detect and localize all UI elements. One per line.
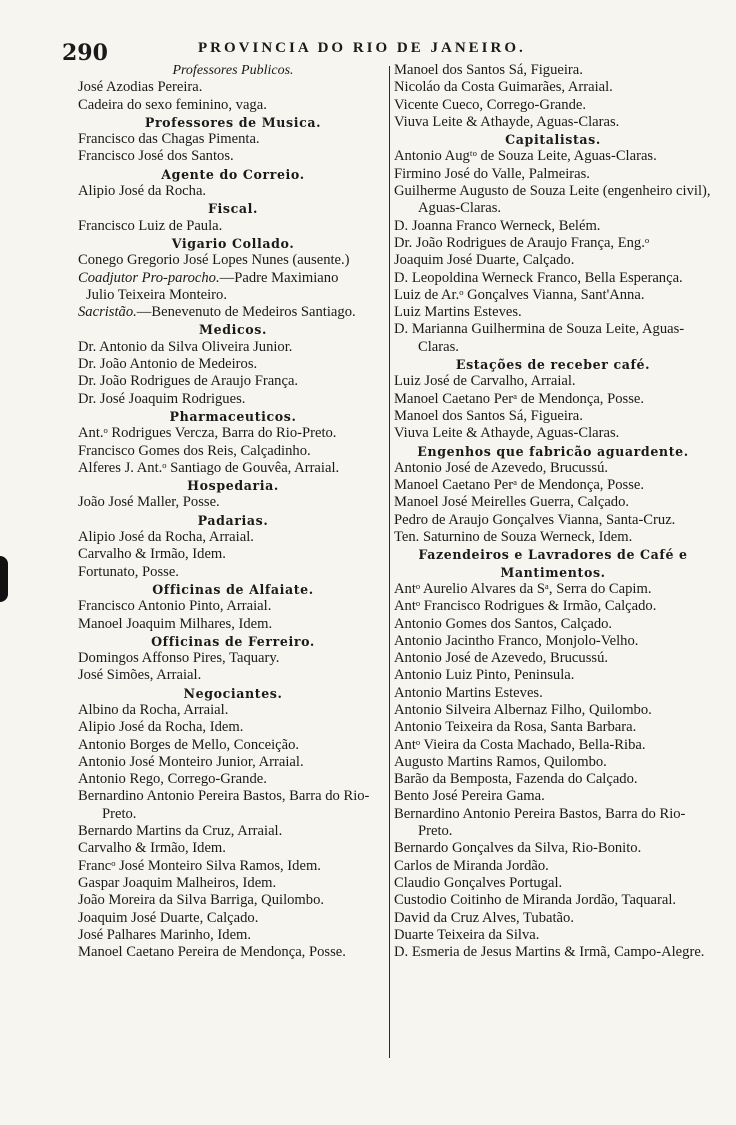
- right-column: [394, 62, 712, 961]
- directory-entry: Custodio Coitinho de Miranda Jordão, Taquaral.: [394, 892, 677, 909]
- section-heading: Officinas de Ferreiro.: [151, 633, 315, 649]
- directory-entry: Antᵒ Vieira da Costa Machado, Bella-Riba.: [394, 736, 646, 753]
- directory-entry: Guilherme Augusto de Souza Leite (engenheiro civil), Aguas-Claras.: [394, 183, 711, 217]
- directory-entry: Carvalho & Irmão, Idem.: [78, 840, 226, 857]
- directory-entry: Bernardo Martins da Cruz, Arraial.: [78, 823, 283, 840]
- directory-entry: Alipio José da Rocha.: [78, 183, 207, 200]
- directory-entry: Vicente Cueco, Corrego-Grande.: [394, 96, 587, 113]
- directory-entry: Antonio Teixeira da Rosa, Santa Barbara.: [394, 719, 637, 736]
- directory-entry: Antonio Jacintho Franco, Monjolo-Velho.: [394, 632, 639, 649]
- directory-entry: Augusto Martins Ramos, Quilombo.: [394, 753, 607, 770]
- section-heading: Engenhos que fabricão aguardente.: [417, 443, 689, 459]
- section-heading: Medicos.: [199, 322, 267, 338]
- directory-entry: Francisco Luiz de Paula.: [78, 217, 223, 234]
- directory-entry: David da Cruz Alves, Tubatão.: [394, 909, 574, 926]
- directory-entry: Domingos Affonso Pires, Taquary.: [78, 650, 280, 667]
- directory-entry: Bernardino Antonio Pereira Bastos, Barra do Rio-Preto.: [78, 788, 370, 822]
- section-heading: Professores de Musica.: [144, 114, 322, 130]
- directory-entry: Dr. João Rodrigues de Araujo França.: [78, 373, 299, 390]
- directory-entry: Antonio Gomes dos Santos, Calçado.: [394, 615, 613, 632]
- directory-entry: Antonio José de Azevedo, Brucussú.: [394, 650, 609, 667]
- directory-entry: Nicoláo da Costa Guimarães, Arraial.: [394, 79, 613, 96]
- directory-entry: Manoel Joaquim Milhares, Idem.: [78, 615, 273, 632]
- directory-entry: Antonio Borges de Mello, Conceição.: [78, 736, 300, 753]
- directory-entry: Claudio Gonçalves Portugal.: [394, 874, 563, 891]
- directory-entry: Luiz Martins Esteves.: [394, 304, 522, 321]
- column-divider: [389, 66, 390, 1058]
- directory-entry: Cadeira do sexo feminino, vaga.: [78, 96, 267, 113]
- directory-entry: Antonio Silveira Albernaz Filho, Quilombo.: [394, 701, 652, 718]
- directory-entry: Conego Gregorio José Lopes Nunes (ausente.): [78, 252, 350, 269]
- directory-entry: Francisco Antonio Pinto, Arraial.: [78, 598, 272, 615]
- directory-entry: D. Leopoldina Werneck Franco, Bella Esperança.: [394, 269, 683, 286]
- directory-entry: Alferes J. Ant.ᵒ Santiago de Gouvêa, Arraial.: [78, 459, 340, 476]
- directory-entry: D. Esmeria de Jesus Martins & Irmã, Campo-Alegre.: [394, 944, 705, 961]
- directory-entry: Francisco Gomes dos Reis, Calçadinho.: [78, 442, 311, 459]
- page-number: 290: [62, 40, 108, 66]
- directory-entry: Antonio Augᵗᵒ de Souza Leite, Aguas-Claras.: [394, 148, 657, 165]
- directory-entry: Dr. José Joaquim Rodrigues.: [78, 390, 246, 407]
- directory-entry: Antonio Luiz Pinto, Peninsula.: [394, 667, 575, 684]
- section-heading: Capitalistas.: [505, 132, 601, 148]
- directory-entry: Antᵒ Aurelio Alvares da Sᵃ, Serra do Capim.: [394, 580, 652, 597]
- left-column: [78, 62, 388, 961]
- directory-entry: José Simões, Arraial.: [78, 667, 202, 684]
- section-heading: Vigario Collado.: [171, 235, 295, 251]
- directory-entry: João José Maller, Posse.: [78, 494, 220, 511]
- section-heading: Negociantes.: [183, 685, 283, 701]
- directory-entry: Antᵒ Francisco Rodrigues & Irmão, Calçado.: [394, 598, 657, 615]
- binding-mark: [0, 556, 8, 602]
- directory-entry: Antonio José de Azevedo, Brucussú.: [394, 459, 609, 476]
- directory-entry: Carlos de Miranda Jordão.: [394, 857, 549, 874]
- section-heading: Estações de receber café.: [455, 357, 651, 373]
- entry-text: —Padre Maximiano: [219, 269, 339, 286]
- directory-entry: D. Joanna Franco Werneck, Belém.: [394, 217, 601, 234]
- directory-entry: Viuva Leite & Athayde, Aguas-Claras.: [394, 425, 620, 442]
- directory-entry: Dr. João Antonio de Medeiros.: [78, 356, 258, 373]
- directory-entry: Francisco das Chagas Pimenta.: [78, 131, 260, 148]
- directory-entry: Manoel Caetano Perᵃ de Mendonça, Posse.: [394, 477, 644, 494]
- directory-entry: Luiz de Ar.ᵒ Gonçalves Vianna, Sant'Anna.: [394, 286, 645, 303]
- directory-entry: Manoel dos Santos Sá, Figueira.: [394, 407, 583, 424]
- directory-entry: José Azodias Pereira.: [78, 79, 203, 96]
- directory-entry: Pedro de Araujo Gonçalves Vianna, Santa-Cruz.: [394, 511, 676, 528]
- directory-entry: Duarte Teixeira da Silva.: [394, 926, 540, 943]
- directory-entry: Manoel Caetano Perᵃ de Mendonça, Posse.: [394, 390, 644, 407]
- directory-entry: Antonio José Monteiro Junior, Arraial.: [78, 753, 304, 770]
- directory-entry: Bernardino Antonio Pereira Bastos, Barra do Rio-Preto.: [394, 805, 686, 840]
- section-heading: Fiscal.: [207, 201, 258, 217]
- directory-entry: Joaquim José Duarte, Calçado.: [394, 252, 575, 269]
- directory-entry: [78, 270, 388, 287]
- section-heading: Padarias.: [197, 512, 269, 528]
- directory-entry: Francᵒ José Monteiro Silva Ramos, Idem.: [78, 857, 321, 874]
- directory-entry: José Palhares Marinho, Idem.: [78, 926, 252, 943]
- section-heading: Fazendeiros e Lavradores de Café e Mantimentos.: [418, 547, 688, 580]
- directory-entry: Bernardo Gonçalves da Silva, Rio-Bonito.: [394, 840, 642, 857]
- directory-entry: Francisco José dos Santos.: [78, 148, 234, 165]
- directory-entry: Ant.ᵒ Rodrigues Vercza, Barra do Rio-Preto.: [78, 425, 337, 442]
- directory-entry: Manoel José Meirelles Guerra, Calçado.: [394, 494, 630, 511]
- directory-entry: João Moreira da Silva Barriga, Quilombo.: [78, 892, 325, 909]
- directory-entry: Julio Teixeira Monteiro.: [86, 286, 227, 303]
- directory-entry: [78, 304, 388, 321]
- directory-entry: Bento José Pereira Gama.: [394, 788, 545, 805]
- directory-entry: Alipio José da Rocha, Idem.: [78, 719, 244, 736]
- section-heading: Hospedaria.: [187, 478, 279, 494]
- section-heading: Professores Publicos.: [172, 63, 294, 78]
- directory-entry: Carvalho & Irmão, Idem.: [78, 546, 226, 563]
- directory-entry: Antonio Martins Esteves.: [394, 684, 543, 701]
- directory-entry: Ten. Saturnino de Souza Werneck, Idem.: [394, 529, 633, 546]
- directory-entry: Luiz José de Carvalho, Arraial.: [394, 373, 576, 390]
- entry-label: Sacristão.: [78, 304, 137, 321]
- directory-entry: Viuva Leite & Athayde, Aguas-Claras.: [394, 113, 620, 130]
- directory-entry: Gaspar Joaquim Malheiros, Idem.: [78, 874, 277, 891]
- directory-entry: Fortunato, Posse.: [78, 563, 179, 580]
- directory-entry: Joaquim José Duarte, Calçado.: [78, 909, 259, 926]
- running-title: PROVINCIA DO RIO DE JANEIRO.: [198, 40, 526, 56]
- section-heading: Officinas de Alfaiate.: [152, 581, 314, 597]
- directory-entry: D. Marianna Guilhermina de Souza Leite, Aguas-Claras.: [394, 321, 685, 355]
- directory-entry: Firmino José do Valle, Palmeiras.: [394, 165, 590, 182]
- directory-entry: Manoel dos Santos Sá, Figueira.: [394, 62, 583, 78]
- directory-entry: Dr. João Rodrigues de Araujo França, Eng.ᵒ: [394, 234, 650, 251]
- directory-entry: Dr. Antonio da Silva Oliveira Junior.: [78, 338, 293, 355]
- directory-entry: Barão da Bemposta, Fazenda do Calçado.: [394, 771, 638, 788]
- section-heading: Pharmaceuticos.: [169, 408, 297, 424]
- directory-entry: Albino da Rocha, Arraial.: [78, 701, 229, 718]
- entry-text: —Benevenuto de Medeiros Santiago.: [136, 304, 356, 321]
- entry-label: Coadjutor Pro-parocho.: [78, 269, 220, 286]
- directory-entry: Manoel Caetano Pereira de Mendonça, Posse.: [78, 944, 346, 961]
- section-heading: Agente do Correio.: [161, 166, 305, 182]
- directory-entry: Antonio Rego, Corrego-Grande.: [78, 771, 267, 788]
- directory-entry: Alipio José da Rocha, Arraial.: [78, 529, 254, 546]
